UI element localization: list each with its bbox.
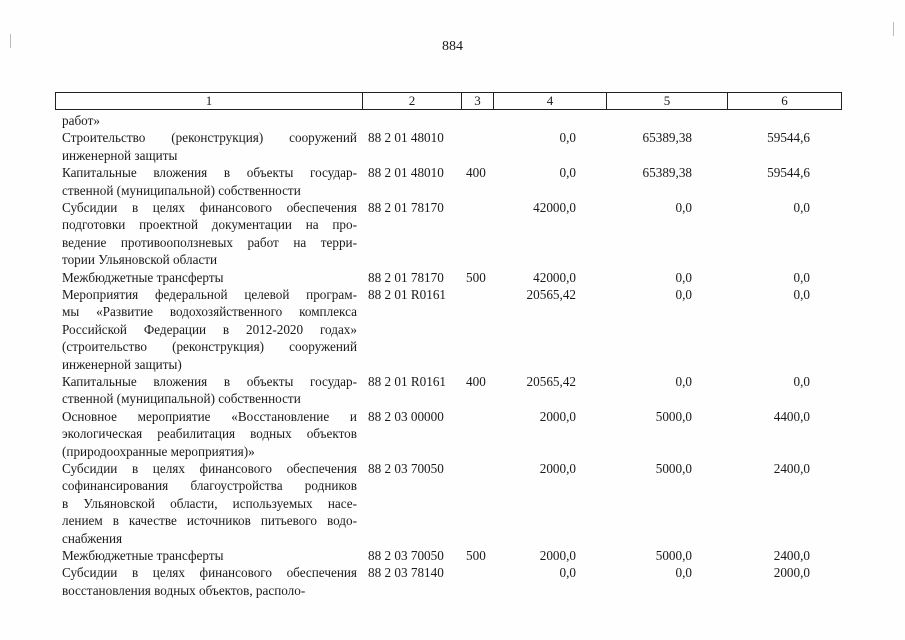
scan-mark bbox=[893, 22, 894, 36]
row-name-line: восстановления водных объектов, располо- bbox=[62, 582, 306, 598]
row-value-3: 2400,0 bbox=[773, 547, 810, 563]
row-name-line: Российской Федерации в 2012-2020 годах» bbox=[62, 321, 357, 337]
table-row bbox=[0, 373, 905, 408]
row-name-line: Мероприятия федеральной целевой програм- bbox=[62, 286, 357, 302]
row-name-line: инженерной защиты bbox=[62, 147, 178, 163]
row-name-line: Субсидии в целях финансового обеспечения bbox=[62, 460, 357, 476]
row-name-line: Строительство (реконструкция) сооружений bbox=[62, 130, 357, 146]
row-value-2: 65389,38 bbox=[642, 165, 692, 181]
row-name-line: работ» bbox=[62, 113, 100, 128]
row-name-line: подготовки проектной документации на про- bbox=[62, 217, 357, 233]
table-row bbox=[0, 564, 905, 599]
row-name bbox=[62, 129, 357, 164]
row-value-2: 0,0 bbox=[675, 286, 692, 302]
row-name bbox=[62, 112, 357, 129]
row-code: 88 2 03 70050 bbox=[368, 547, 444, 563]
row-name bbox=[62, 269, 357, 286]
row-value-3: 2400,0 bbox=[773, 460, 810, 476]
row-type: 500 bbox=[466, 269, 486, 285]
row-name-line: Основное мероприятие «Восстановление и bbox=[62, 408, 357, 424]
row-name-line: Капитальные вложения в объекты государ- bbox=[62, 373, 357, 389]
row-name-line: (строительство (реконструкция) сооружений bbox=[62, 339, 357, 355]
table-row bbox=[0, 269, 905, 286]
row-name-line: лением в качестве источников питьевого водо- bbox=[62, 513, 357, 529]
row-value-2: 0,0 bbox=[675, 565, 692, 581]
row-value-3: 2000,0 bbox=[773, 565, 810, 581]
header-col-5: 5 bbox=[606, 93, 727, 109]
row-name-line: тории Ульяновской области bbox=[62, 252, 218, 268]
row-value-2: 5000,0 bbox=[655, 460, 692, 476]
header-col-2: 2 bbox=[362, 93, 461, 109]
row-name-line: экологическая реабилитация водных объектов bbox=[62, 426, 357, 442]
table-row bbox=[0, 408, 905, 460]
row-name-line: ведение противооползневых работ на терри- bbox=[62, 234, 357, 250]
table-row bbox=[0, 112, 905, 129]
table-header bbox=[55, 92, 842, 110]
header-col-1: 1 bbox=[205, 93, 213, 108]
row-name-line: Субсидии в целях финансового обеспечения bbox=[62, 199, 357, 215]
row-code: 88 2 03 00000 bbox=[368, 408, 444, 424]
row-value-1: 2000,0 bbox=[539, 460, 576, 476]
row-name bbox=[62, 408, 357, 460]
row-name-line: инженерной защиты) bbox=[62, 356, 182, 372]
table-row bbox=[0, 199, 905, 269]
row-name bbox=[62, 564, 357, 599]
row-name bbox=[62, 164, 357, 199]
row-value-1: 42000,0 bbox=[533, 269, 576, 285]
row-name-line: ственной (муниципальной) собственности bbox=[62, 391, 301, 407]
row-name-line: Субсидии в целях финансового обеспечения bbox=[62, 565, 357, 581]
table-row bbox=[0, 286, 905, 373]
row-name-line: в Ульяновской области, используемых насе- bbox=[62, 495, 357, 511]
row-value-3: 0,0 bbox=[793, 286, 810, 302]
row-value-2: 0,0 bbox=[675, 373, 692, 389]
row-value-1: 0,0 bbox=[559, 165, 576, 181]
row-value-1: 20565,42 bbox=[526, 373, 576, 389]
row-name bbox=[62, 547, 357, 564]
row-value-1: 2000,0 bbox=[539, 547, 576, 563]
row-code: 88 2 01 78170 bbox=[368, 199, 444, 215]
table-body bbox=[0, 112, 905, 599]
row-value-1: 20565,42 bbox=[526, 286, 576, 302]
row-code: 88 2 01 48010 bbox=[368, 165, 444, 181]
header-col-4: 4 bbox=[493, 93, 606, 109]
page-number: 884 bbox=[442, 39, 463, 54]
row-name-line: снабжения bbox=[62, 530, 123, 546]
row-value-3: 59544,6 bbox=[767, 130, 810, 146]
row-type: 500 bbox=[466, 547, 486, 563]
row-name bbox=[62, 199, 357, 269]
table-row bbox=[0, 547, 905, 564]
table-row bbox=[0, 164, 905, 199]
row-code: 88 2 01 R0161 bbox=[368, 286, 447, 302]
header-col-6: 6 bbox=[727, 93, 841, 109]
row-code: 88 2 01 R0161 bbox=[368, 373, 447, 389]
row-name-line: Межбюджетные трансферты bbox=[62, 547, 224, 563]
row-name-line: мы «Развитие водохозяйственного комплекса bbox=[62, 304, 357, 320]
row-name-line: ственной (муниципальной) собственности bbox=[62, 182, 301, 198]
row-value-3: 0,0 bbox=[793, 199, 810, 215]
row-value-1: 0,0 bbox=[559, 130, 576, 146]
row-value-3: 4400,0 bbox=[773, 408, 810, 424]
row-value-1: 2000,0 bbox=[539, 408, 576, 424]
row-code: 88 2 01 48010 bbox=[368, 130, 444, 146]
row-name bbox=[62, 373, 357, 408]
row-name-line: софинансирования благоустройства родников bbox=[62, 478, 357, 494]
row-value-3: 59544,6 bbox=[767, 165, 810, 181]
scan-mark bbox=[10, 34, 11, 48]
row-value-2: 5000,0 bbox=[655, 547, 692, 563]
row-value-1: 0,0 bbox=[559, 565, 576, 581]
row-type: 400 bbox=[466, 165, 486, 181]
row-code: 88 2 03 78140 bbox=[368, 565, 444, 581]
table-row bbox=[0, 129, 905, 164]
row-name-line: (природоохранные мероприятия)» bbox=[62, 443, 255, 459]
row-name bbox=[62, 286, 357, 373]
row-name-line: Капитальные вложения в объекты государ- bbox=[62, 165, 357, 181]
row-value-3: 0,0 bbox=[793, 269, 810, 285]
row-name-line: Межбюджетные трансферты bbox=[62, 269, 224, 285]
row-value-2: 65389,38 bbox=[642, 130, 692, 146]
row-value-2: 0,0 bbox=[675, 199, 692, 215]
row-value-1: 42000,0 bbox=[533, 199, 576, 215]
table-row bbox=[0, 460, 905, 547]
row-type: 400 bbox=[466, 373, 486, 389]
row-code: 88 2 03 70050 bbox=[368, 460, 444, 476]
row-value-2: 5000,0 bbox=[655, 408, 692, 424]
row-value-3: 0,0 bbox=[793, 373, 810, 389]
row-code: 88 2 01 78170 bbox=[368, 269, 444, 285]
header-col-3: 3 bbox=[461, 93, 493, 109]
row-name bbox=[62, 460, 357, 547]
row-value-2: 0,0 bbox=[675, 269, 692, 285]
